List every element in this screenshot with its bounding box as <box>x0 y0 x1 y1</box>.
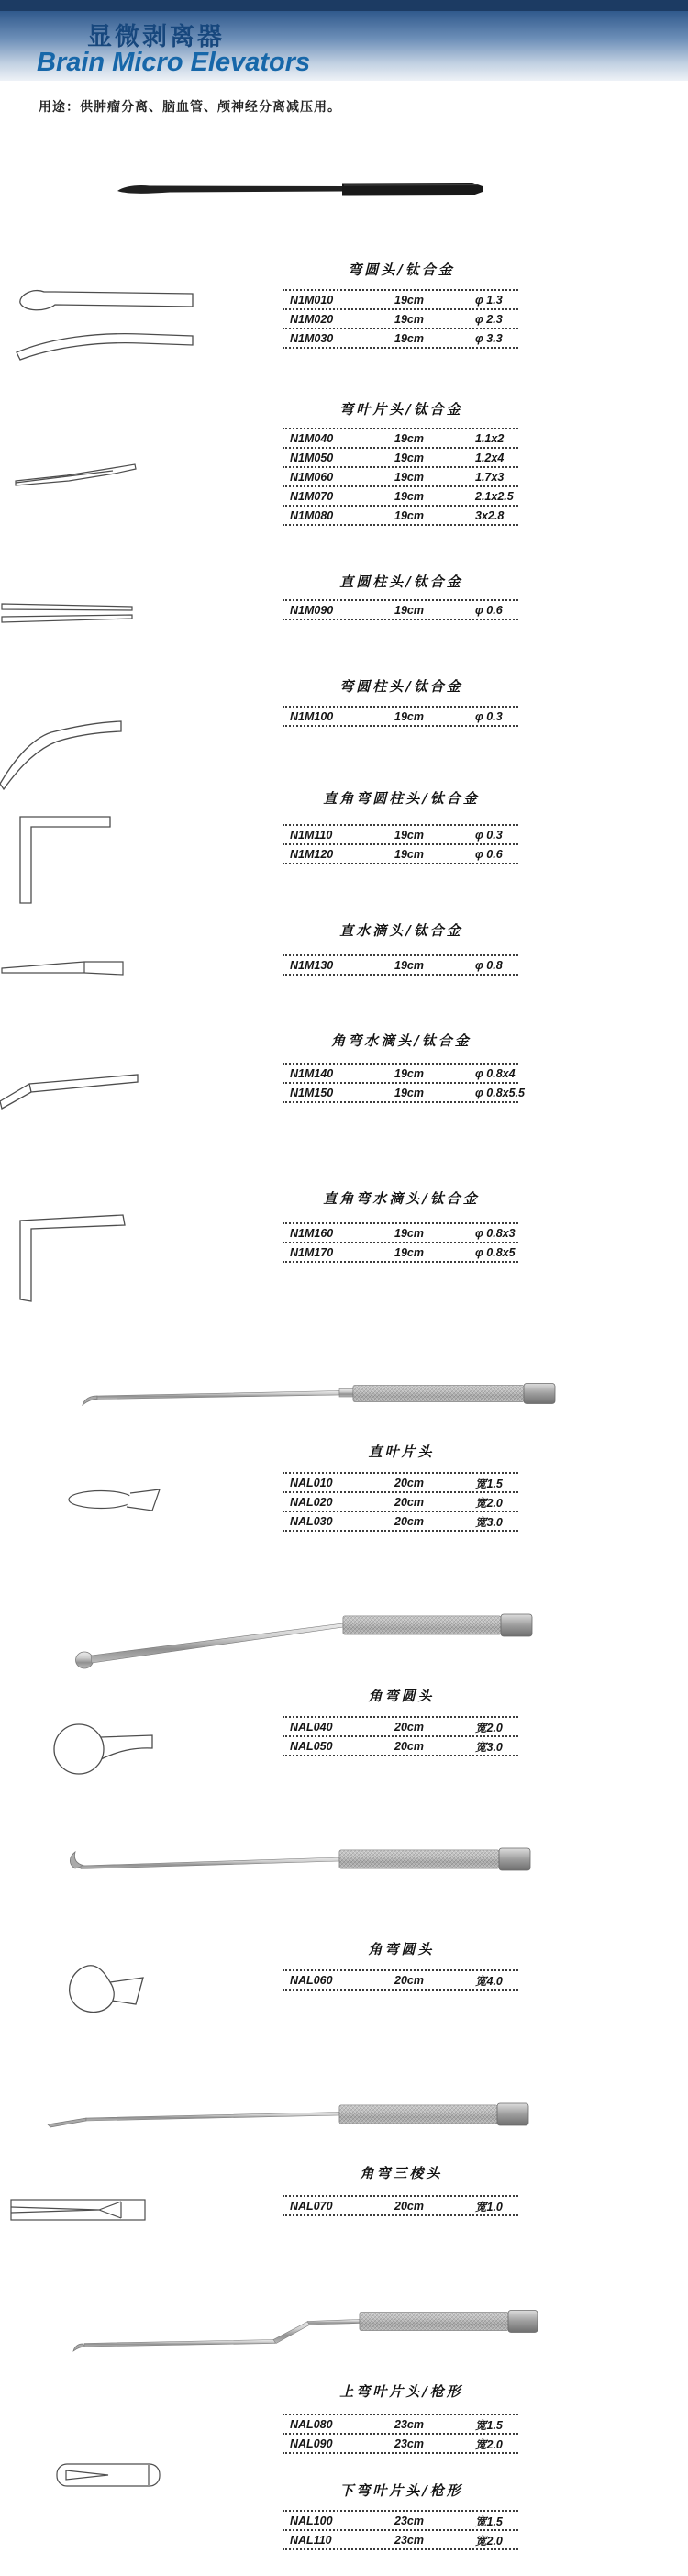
size-cell: 2.1x2.5 <box>475 489 514 503</box>
page-title-english: Brain Micro Elevators <box>37 48 311 77</box>
drawing-straight-leaf-blade <box>66 1483 163 1516</box>
length-cell: 19cm <box>394 828 424 842</box>
length-cell: 23cm <box>394 2533 424 2547</box>
table-row <box>283 1242 518 1261</box>
drawing-tube-blade <box>55 2460 161 2490</box>
length-cell: 20cm <box>394 2199 424 2213</box>
table-row <box>283 428 518 447</box>
section-title: 角弯圆头 <box>368 1941 435 1957</box>
drawing-right-angle-cylindrical-head <box>13 813 116 907</box>
table-row <box>283 505 518 524</box>
table-row <box>283 289 518 308</box>
table-row <box>283 1716 518 1735</box>
model-number-cell: NAL090 <box>290 2437 333 2450</box>
product-photo-bayonet-elevator <box>72 2305 560 2362</box>
length-cell: 19cm <box>394 1245 424 1259</box>
table-row <box>283 843 518 863</box>
drawing-curved-cylindrical-head <box>0 707 124 795</box>
section-title: 上弯叶片头/枪形 <box>339 2383 463 2400</box>
table-row <box>283 466 518 485</box>
model-number-cell: N1M160 <box>290 1226 334 1240</box>
size-cell: 宽2.0 <box>475 1721 503 1734</box>
table-row <box>283 2414 518 2433</box>
length-cell: 20cm <box>394 1720 424 1734</box>
size-cell: 3x2.8 <box>475 508 505 522</box>
length-cell: 19cm <box>394 847 424 861</box>
product-photo-straight-elevator <box>81 1374 560 1422</box>
spec-table <box>283 2195 518 2216</box>
section-title: 弯圆柱头/钛合金 <box>339 678 463 695</box>
model-number-cell: N1M150 <box>290 1086 334 1099</box>
spec-table <box>283 954 518 976</box>
usage-description: 用途：供肿瘤分离、脑血管、颅神经分离减压用。 <box>39 99 341 114</box>
spec-table <box>283 428 518 526</box>
size-cell: φ 0.6 <box>475 603 503 617</box>
size-cell: φ 0.8x5.5 <box>475 1086 525 1099</box>
table-row <box>283 2510 518 2529</box>
length-cell: 19cm <box>394 470 424 484</box>
section-title: 弯叶片头/钛合金 <box>339 401 463 418</box>
section-title: 直圆柱头/钛合金 <box>339 574 463 590</box>
model-number-cell: N1M090 <box>290 603 334 617</box>
size-cell: φ 0.8x5 <box>475 1245 516 1259</box>
model-number-cell: N1M070 <box>290 489 334 503</box>
size-cell: φ 0.3 <box>475 828 503 842</box>
product-photo-triangular-elevator <box>44 2094 560 2145</box>
spec-table <box>283 2510 518 2550</box>
section-title: 弯圆头/钛合金 <box>348 262 455 278</box>
table-row <box>283 599 518 619</box>
table-row <box>283 328 518 347</box>
model-number-cell: N1M080 <box>290 508 334 522</box>
length-cell: 23cm <box>394 2514 424 2527</box>
table-row <box>283 706 518 725</box>
table-row <box>283 1491 518 1511</box>
model-number-cell: N1M010 <box>290 293 334 307</box>
model-number-cell: NAL060 <box>290 1973 333 1987</box>
table-row <box>283 2529 518 2548</box>
model-number-cell: N1M020 <box>290 312 334 326</box>
size-cell: 宽2.0 <box>475 1496 503 1510</box>
table-row <box>283 308 518 328</box>
section-title: 角弯圆头 <box>368 1688 435 1704</box>
section-title: 直水滴头/钛合金 <box>339 922 463 939</box>
model-number-cell: N1M050 <box>290 451 334 464</box>
model-number-cell: N1M110 <box>290 828 333 842</box>
model-number-cell: NAL030 <box>290 1514 333 1528</box>
length-cell: 19cm <box>394 1226 424 1240</box>
spec-table <box>283 1969 518 1991</box>
model-number-cell: N1M030 <box>290 331 334 345</box>
table-row <box>283 1082 525 1101</box>
size-cell: φ 0.8x3 <box>475 1226 516 1240</box>
table-row <box>283 2195 518 2214</box>
section-title: 直叶片头 <box>368 1444 435 1460</box>
length-cell: 20cm <box>394 1476 424 1489</box>
table-row <box>283 1222 518 1242</box>
section-title: 直角弯水滴头/钛合金 <box>323 1190 480 1207</box>
size-cell: 宽1.5 <box>475 1477 503 1490</box>
size-cell: 宽1.0 <box>475 2200 503 2214</box>
length-cell: 20cm <box>394 1739 424 1753</box>
length-cell: 19cm <box>394 431 424 445</box>
drawing-straight-cylindrical-head <box>0 597 136 630</box>
product-photo-black-elevator <box>115 174 486 204</box>
spec-table <box>283 1716 518 1756</box>
model-number-cell: NAL020 <box>290 1495 333 1509</box>
size-cell: φ 0.8 <box>475 958 503 972</box>
model-number-cell: N1M170 <box>290 1245 334 1259</box>
table-row <box>283 1511 518 1530</box>
table-row <box>283 824 518 843</box>
table-row <box>283 954 518 974</box>
model-number-cell: N1M120 <box>290 847 334 861</box>
model-number-cell: N1M040 <box>290 431 334 445</box>
size-cell: 宽3.0 <box>475 1515 503 1529</box>
table-row <box>283 1472 518 1491</box>
model-number-cell: N1M140 <box>290 1066 334 1080</box>
length-cell: 19cm <box>394 958 424 972</box>
model-number-cell: NAL110 <box>290 2533 332 2547</box>
length-cell: 19cm <box>394 1066 424 1080</box>
size-cell: 宽1.5 <box>475 2515 503 2528</box>
table-row <box>283 447 518 466</box>
size-cell: 宽4.0 <box>475 1974 503 1988</box>
drawing-curved-round-head <box>13 284 196 365</box>
section-title: 直角弯圆柱头/钛合金 <box>323 790 480 807</box>
spec-table <box>283 824 518 864</box>
spec-table <box>283 1472 518 1532</box>
length-cell: 19cm <box>394 603 424 617</box>
spec-table <box>283 1063 525 1103</box>
model-number-cell: N1M100 <box>290 709 334 723</box>
size-cell: φ 0.8x4 <box>475 1066 516 1080</box>
length-cell: 19cm <box>394 312 424 326</box>
size-cell: φ 3.3 <box>475 331 503 345</box>
length-cell: 19cm <box>394 1086 424 1099</box>
table-row <box>283 2433 518 2452</box>
length-cell: 20cm <box>394 1495 424 1509</box>
spec-table <box>283 289 518 349</box>
size-cell: φ 0.3 <box>475 709 503 723</box>
spec-table <box>283 599 518 620</box>
header-top-bar <box>0 0 688 11</box>
length-cell: 19cm <box>394 489 424 503</box>
section-title: 下弯叶片头/枪形 <box>339 2482 463 2499</box>
drawing-triangular-head <box>9 2195 149 2225</box>
product-photo-curved-round-elevator <box>62 1835 560 1900</box>
drawing-angled-teardrop-head <box>0 1070 139 1112</box>
length-cell: 20cm <box>394 1514 424 1528</box>
model-number-cell: NAL050 <box>290 1739 333 1753</box>
section-title: 角弯水滴头/钛合金 <box>331 1032 472 1049</box>
size-cell: 1.7x3 <box>475 470 505 484</box>
size-cell: 1.1x2 <box>475 431 505 445</box>
table-row <box>283 485 518 505</box>
length-cell: 19cm <box>394 293 424 307</box>
size-cell: 宽3.0 <box>475 1740 503 1754</box>
size-cell: φ 2.3 <box>475 312 503 326</box>
length-cell: 19cm <box>394 331 424 345</box>
length-cell: 23cm <box>394 2417 424 2431</box>
spec-table <box>283 706 518 727</box>
table-row <box>283 1969 518 1989</box>
model-number-cell: NAL100 <box>290 2514 333 2527</box>
size-cell: 宽2.0 <box>475 2437 503 2451</box>
drawing-round-spoon-head <box>51 1712 154 1782</box>
drawing-curved-round-spoon <box>61 1960 149 2017</box>
model-number-cell: N1M060 <box>290 470 334 484</box>
product-photo-round-head-elevator <box>66 1599 560 1677</box>
size-cell: 宽2.0 <box>475 2534 503 2548</box>
drawing-right-angle-teardrop-head <box>13 1211 132 1305</box>
size-cell: φ 0.6 <box>475 847 503 861</box>
spec-table <box>283 2414 518 2454</box>
size-cell: φ 1.3 <box>475 293 503 307</box>
length-cell: 20cm <box>394 1973 424 1987</box>
model-number-cell: NAL080 <box>290 2417 333 2431</box>
length-cell: 19cm <box>394 709 424 723</box>
drawing-straight-teardrop-head <box>0 953 128 986</box>
model-number-cell: N1M130 <box>290 958 334 972</box>
length-cell: 19cm <box>394 451 424 464</box>
table-row <box>283 1063 518 1082</box>
section-title: 角弯三棱头 <box>360 2165 443 2181</box>
page-title-chinese: 显微剥离器 <box>87 23 225 50</box>
size-cell: 1.2x4 <box>475 451 505 464</box>
length-cell: 19cm <box>394 508 424 522</box>
table-row <box>283 1735 518 1755</box>
model-number-cell: NAL040 <box>290 1720 333 1734</box>
model-number-cell: NAL010 <box>290 1476 333 1489</box>
model-number-cell: NAL070 <box>290 2199 333 2213</box>
length-cell: 23cm <box>394 2437 424 2450</box>
spec-table <box>283 1222 518 1263</box>
size-cell: 宽1.5 <box>475 2418 503 2432</box>
drawing-curved-blade-head <box>14 459 138 497</box>
